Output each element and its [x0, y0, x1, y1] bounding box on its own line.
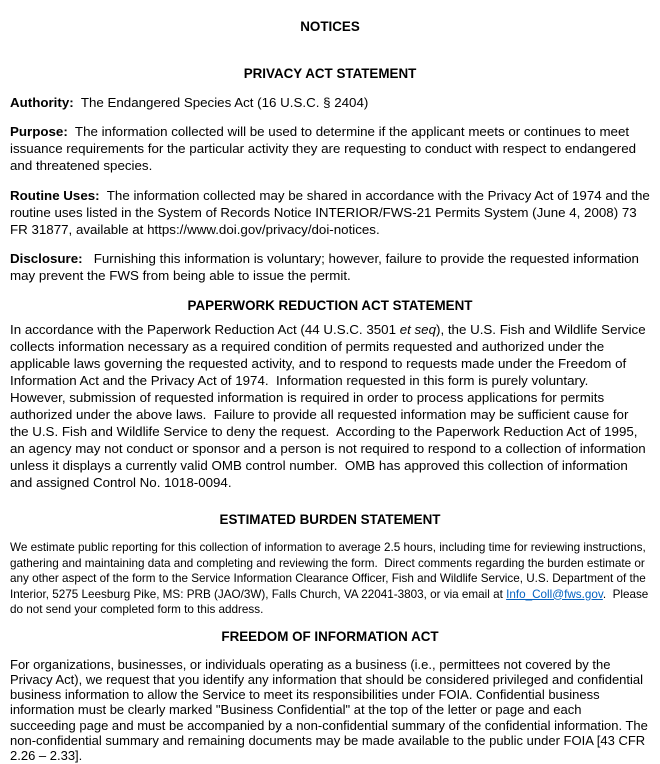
purpose-paragraph [10, 123, 650, 174]
page-title: NOTICES [300, 19, 360, 34]
pra-et-seq-italic: et seq [399, 322, 436, 337]
routine-uses-label: Routine Uses: [10, 188, 100, 203]
privacy-act-heading: PRIVACY ACT STATEMENT [243, 66, 417, 81]
purpose-label: Purpose: [10, 124, 68, 139]
authority-text: The Endangered Species Act (16 U.S.C. § 2404) [73, 95, 369, 110]
purpose-text: The information collected will be used to determine if the applicant meets or continues to meet issuance requirements for the particular activity they are requesting to conduct with respect to endangered and threatened species. [10, 124, 640, 173]
pra-text-after-italic: ), the U.S. Fish and Wildlife Service collects information necessary as a required condition of permits requested and authorized under the applicable laws governing the requested activity, and to respond to requests made under the Freedom of Information Act and the Privacy Act of 1974. Information requested in this form is purely voluntary. However, submission of requested information is required in order to process applications for permits authorized under the above laws. Failure to provide all requested information may be sufficient cause for the U.S. Fish and Wildlife Service to deny the request. According to the Paperwork Reduction Act of 1995, an agency may not conduct or sponsor and a person is not required to respond to a collection of information unless it displays a currently valid OMB control number. OMB has approved this collection of information and assigned Control No. 1018-0094. [10, 322, 650, 490]
authority-paragraph [10, 94, 650, 111]
disclosure-text: Furnishing this information is voluntary; however, failure to provide the requested information may prevent the FWS from being able to issue the permit. [10, 251, 643, 283]
estimated-burden-paragraph [10, 540, 650, 618]
estimated-burden-heading: ESTIMATED BURDEN STATEMENT [219, 512, 441, 527]
pra-text-before-italic: In accordance with the Paperwork Reduction Act (44 U.S.C. 3501 [10, 322, 400, 337]
email-link[interactable]: Info_Coll@fws.gov [506, 587, 603, 601]
foia-heading: FREEDOM OF INFORMATION ACT [221, 628, 439, 644]
paperwork-reduction-heading: PAPERWORK REDUCTION ACT STATEMENT [187, 298, 473, 313]
foia-paragraph: For organizations, businesses, or individuals operating as a business (i.e., permittees not covered by the Privacy Act), we request that you identify any information that should be considered privileged and confidential business information to allow the Service to meet its responsibilities under FOIA. Confidential business information must be clearly marked "Business Confidential" at the top of the letter or page and each succeeding page and must be accompanied by a non-confidential summary of the confidential information. The non-confidential summary and remaining documents may be made available to the public under FOIA [43 CFR 2.26 – 2.33]. [10, 656, 652, 764]
burden-text-after-link: . Please do not send your completed form to this address. [10, 587, 652, 616]
routine-uses-paragraph [10, 187, 654, 238]
paperwork-reduction-paragraph [10, 321, 650, 491]
routine-uses-text: The information collected may be shared in accordance with the Privacy Act of 1974 and the routine uses listed in the System of Records Notice INTERIOR/FWS-21 Permits System (June 4, 2008) 73 FR 31877, available at https://www.doi.gov/privacy/doi-notices. [10, 188, 654, 237]
disclosure-paragraph [10, 250, 650, 284]
burden-text-before-link: We estimate public reporting for this collection of information to average 2.5 hours, including time for reviewing instructions, gathering and maintaining data and completing and reviewing the form. Direct comments regarding the burden estimate or any other aspect of the form to the Service Information Clearance Officer, Fish and Wildlife Service, U.S. Department of the Interior, 5275 Leesburg Pike, MS: PRB (JAO/3W), Falls Church, VA 22041-3803, or via email at [10, 541, 650, 601]
disclosure-label: Disclosure: [10, 251, 83, 266]
authority-label: Authority: [10, 95, 74, 110]
